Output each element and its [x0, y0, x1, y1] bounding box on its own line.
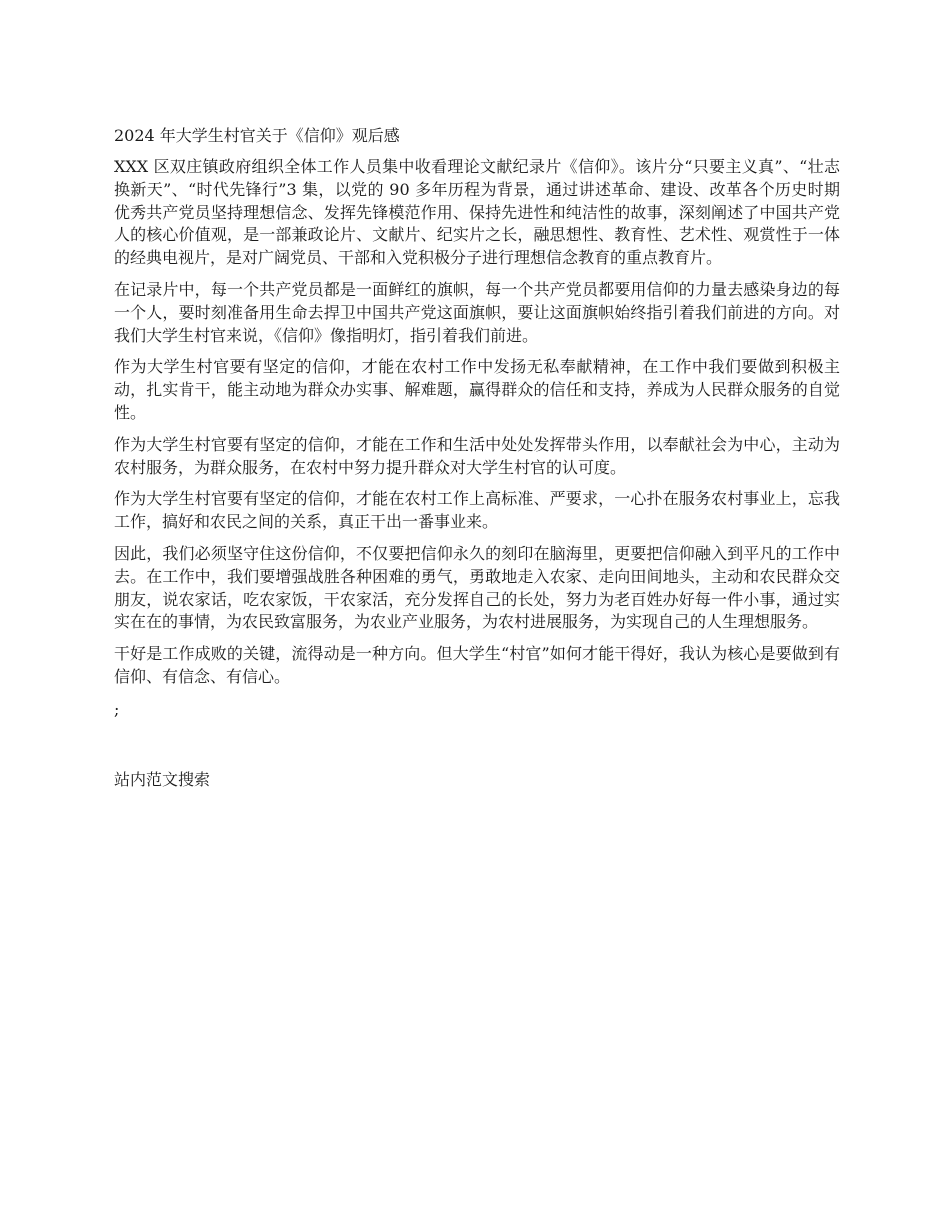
paragraph-belief-dedication: 作为大学生村官要有坚定的信仰，才能在农村工作中发扬无私奉献精神，在工作中我们要做到积极主动，扎实肯干，能主动地为群众办实事、解难题，赢得群众的信任和支持，养成为人民群众服务的自觉性。: [114, 357, 840, 422]
site-search-label[interactable]: 站内范文搜索: [114, 769, 211, 789]
paragraph-conclusion: 因此，我们必须坚守住这份信仰，不仅要把信仰永久的刻印在脑海里，更要把信仰融入到平凡的工作中去。在工作中，我们要增强战胜各种困难的勇气，勇敢地走入农家、走向田间地头，主动和农民群众交朋友，说农家话，吃农家饭，干农家活，充分发挥自己的长处，努力为老百姓办好每一件小事，通过实实在在的事情，为农民致富服务，为农业产业服务，为农村进展服务，为实现自己的人生理想服务。: [114, 543, 840, 632]
paragraph-documentary: 在记录片中，每一个共产党员都是一面鲜红的旗帜，每一个共产党员都要用信仰的力量去感染身边的每一个人，要时刻准备用生命去捍卫中国共产党这面旗帜，要让这面旗帜始终指引着我们前进的方向。对我们大学生村官来说，《信仰》像指明灯，指引着我们前进。: [114, 279, 840, 345]
paragraph-belief-standards: 作为大学生村官要有坚定的信仰，才能在农村工作上高标准、严要求，一心扑在服务农村事业上，忘我工作，搞好和农民之间的关系，真正干出一番事业来。: [114, 489, 840, 532]
trailing-mark: ;: [114, 699, 120, 719]
paragraph-intro: XXX 区双庄镇政府组织全体工作人员集中收看理论文献纪录片《信仰》。该片分“只要主义真”、“壮志换新天”、“时代先锋行”3 集，以党的 90 多年历程为背景，通过讲述革命、建设、改革各个历史时期优秀共产党员坚持理想信念、发挥先锋模范作用、保持先进性和纯洁性的故事，深刻阐述了中国共产党人的核心价值观，是一部兼政论片、文献片、纪实片之长，融思想性、教育性、艺术性、观赏性于一体的经典电视片，是对广阔党员、干部和入党积极分子进行理想信念教育的重点教育片。: [114, 157, 840, 268]
paragraph-belief-leading: 作为大学生村官要有坚定的信仰，才能在工作和生活中处处发挥带头作用，以奉献社会为中心，主动为农村服务，为群众服务，在农村中努力提升群众对大学生村官的认可度。: [114, 434, 840, 477]
document-title: 2024 年大学生村官关于《信仰》观后感: [114, 126, 400, 145]
paragraph-core: 干好是工作成败的关键，流得动是一种方向。但大学生“村官”如何才能干得好，我认为核心是要做到有信仰、有信念、有信心。: [114, 644, 840, 686]
document-page: [114, 124, 840, 792]
